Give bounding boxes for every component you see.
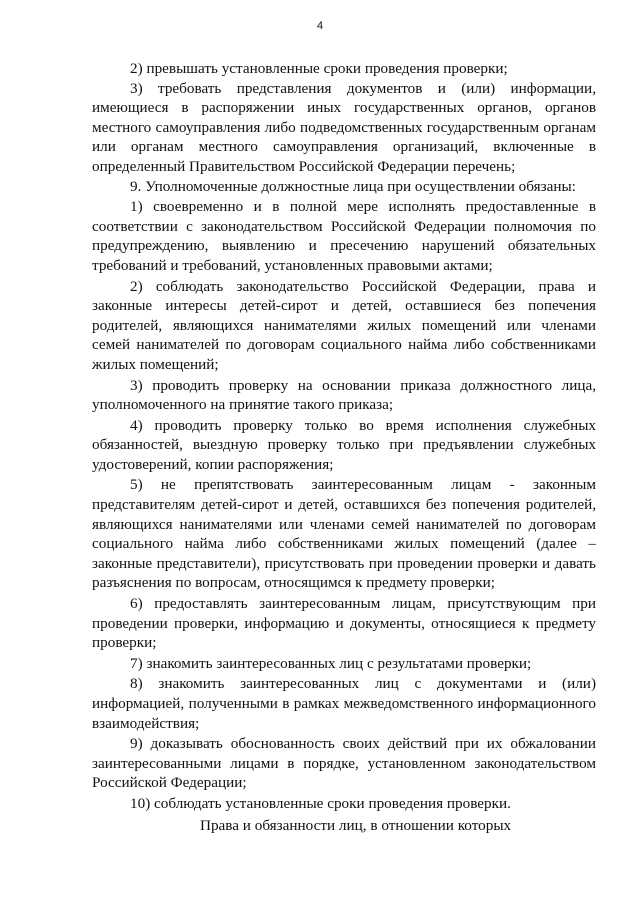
duty-7-acquaint-results: 7) знакомить заинтересованных лиц с результатами проверки; xyxy=(130,654,532,672)
duty-3-inspection-by-order: 3) проводить проверку на основании приказа должностного лица, уполномоченного на принятие такого приказа; xyxy=(92,376,596,414)
duty-1-exercise-powers: 1) своевременно и в полной мере исполнять предоставленные в соответствии с законодательством Российской Федерации полномочия по предупреждению, выявлению и пресечению нарушений обязательных требований и требований, установленных правовыми актами; xyxy=(92,198,596,274)
page-number: 4 xyxy=(316,20,324,32)
document-body xyxy=(92,59,596,814)
duty-4-during-service: 4) проводить проверку только во время исполнения служебных обязанностей, выездную проверку только при предъявлении служебных удостоверений, копии распоряжения; xyxy=(92,416,596,473)
duty-9-prove-validity: 9) доказывать обоснованность своих действий при их обжаловании заинтересованными лицами в порядке, установленном законодательством Российской Федерации; xyxy=(92,735,596,792)
duty-10-observe-deadlines: 10) соблюдать установленные сроки проведения проверки. xyxy=(130,794,511,812)
duty-2-observe-legislation: 2) соблюдать законодательство Российской Федерации, права и законные интересы детей-сирот и детей, оставшиеся без попечения родителей, являющихся нанимателями жилых помещений или членами семей нанимателей по договорам социального найма либо собственниками жилых помещений; xyxy=(92,277,596,373)
paragraph-2-exceed-deadlines: 2) превышать установленные сроки проведения проверки; xyxy=(130,60,508,77)
duty-6-provide-information: 6) предоставлять заинтересованным лицам, присутствующим при проведении проверки, информацию и документы, относящиеся к предмету проверки; xyxy=(92,595,596,652)
paragraph-9-officials-obliged: 9. Уполномоченные должностные лица при осуществлении обязаны: xyxy=(130,177,576,195)
section-heading: Права и обязанности лиц, в отношении которых xyxy=(200,817,512,834)
duty-8-acquaint-documents: 8) знакомить заинтересованных лиц с документами и (или) информацией, полученными в рамках межведомственного информационного взаимодействия; xyxy=(92,675,596,732)
duty-5-not-obstruct: 5) не препятствовать заинтересованным лицам - законным представителям детей-сирот и детей, оставшихся без попечения родителей, являющихся нанимателями или членами семей нанимателей по договорам социального найма либо собственниками жилых помещений (далее – законные представители), присутствовать при проведении проверки и давать разъяснения по вопросам, относящимся к предмету проверки; xyxy=(92,476,596,592)
paragraph-3-request-documents: 3) требовать представления документов и (или) информации, имеющиеся в распоряжении иных государственных органов, органов местного самоуправления либо подведомственных государственным органам или органам местного самоуправления организаций, включенные в определенный Правительством Российской Федерации перечень; xyxy=(92,79,596,175)
